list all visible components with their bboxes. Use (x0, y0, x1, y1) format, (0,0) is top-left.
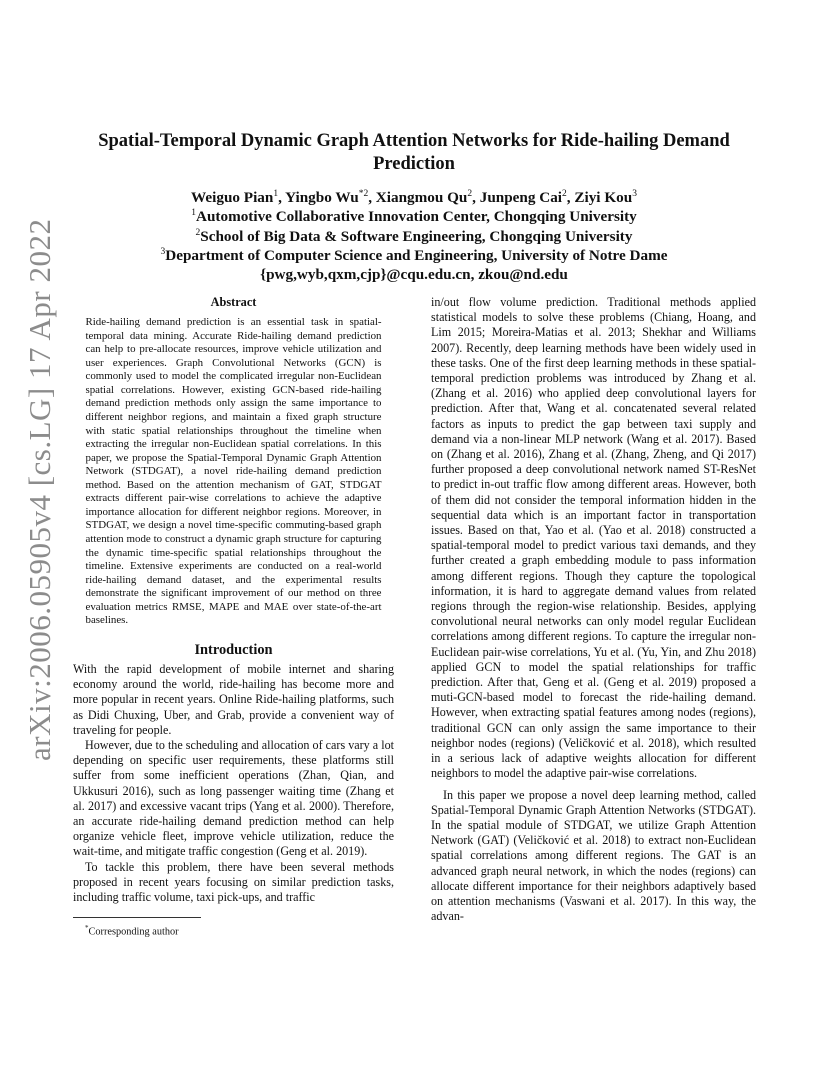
author-list: Weiguo Pian$^1$, Yingbo Wu$^{*2}$, Xiangmou Qu$^2$, Junpeng Cai$^2$, Ziyi Kou$^3$ (191, 189, 637, 206)
body-paragraph: in/out flow volume prediction. Traditional methods applied statistical models to solve these problems (Chiang, Hoang, and Lim 2015; Moreira-Matias et al. 2013; Shekhar and Williams 2007). Recently, deep learning methods have been widely used in these tasks. One of the first deep learning methods in these spatial-temporal prediction problems was introduced by Zhang et al. (Zhang et al. 2016) who applied deep convolutional layers for prediction. After that, Wang et al. concatenated several related factors as inputs to predict the gap between taxi supply and demand via a non-linear MLP network (Wang et al. 2017). Based on (Zhang et al. 2016), Zhang et al. (Zhang, Zheng, and Qi 2017) further proposed a deep convolutional network named ST-ResNet to predict in-out traffic flow among different areas. However, both of them did not consider the temporal information hidden in the sequential data which is an important factor in transportation issues. Based on that, Yao et al. (Yao et al. 2018) constructed a spatial-temporal model to predict various taxi demands, and they further created a graph embedding module to pass information among different regions. Though they capture the topological information, it is hard to aggregate demand values from related regions through the region-wise relationship. Besides, applying convolutional neural networks can only model regular Euclidean correlations among different regions. To capture the irregular non-Euclidean pair-wise correlations, Yu et al. (Yu, Yin, and Zhu 2018) applied GCN to model the spatial relationships for traffic prediction. After that, Geng et al. (Geng et al. 2019) proposed a muti-GCN-based model to forecast the ride-hailing demand. However, when extracting spatial features among nodes (regions), traditional GCN can only assign the same importance to their neighbor nodes (regions) (Veličković et al. 2018), which resulted in a serious lack of adaptive weights allocation for different neighbors to model the adaptive pair-wise correlations. (431, 295, 756, 781)
body-paragraph: To tackle this problem, there have been several methods proposed in recent years focusing on similar prediction tasks, including traffic volume, taxi pick-ups, and traffic (73, 859, 394, 905)
paper-title: Spatial-Temporal Dynamic Graph Attention Networks for Ride-hailing Demand Prediction (98, 131, 730, 174)
arxiv-identifier-stamp: arXiv:2006.05905v4 [cs.LG] 17 Apr 2022 (22, 218, 57, 762)
abstract-heading: Abstract (210, 295, 257, 309)
affiliation-mark: 1 (273, 189, 279, 199)
body-paragraph: In this paper we propose a novel deep learning method, called Spatial-Temporal Dynamic Graph Attention Networks (STDGAT). In the spatial module of STDGAT, we utilize Graph Attention Network (GAT) (Veličković et al. 2018) to extract non-Euclidean spatial correlations among different regions. The GAT is an advanced graph neural network, in which the nodes (regions) can allocate different importance for their neighbors adaptively based on attention mechanisms (Vaswani et al. 2017). In this way, the advan- (431, 787, 756, 924)
author-name: Ziyi Kou (574, 189, 633, 206)
affiliation-mark: 2 (562, 189, 567, 199)
abstract-text: Ride-hailing demand prediction is an essential task in spatial-temporal data mining. Accurate Ride-hailing demand prediction can help to pre-allocate resources, improve vehicle utilization and user experiences. Graph Convolutional Networks (GCN) is commonly used to model the complicated irregular non-Euclidean spatial correlations. However, existing GCN-based ride-hailing demand prediction methods only assign the same importance to different neighbor regions, and maintain a fixed graph structure with static spatial relationships throughout the timeline when extracting the irregular non-Euclidean spatial correlations. In this paper, we propose the Spatial-Temporal Dynamic Graph Attention Network (STDGAT), a novel ride-hailing demand prediction method. Based on the attention mechanism of GAT, STDGAT extracts different pair-wise correlations to achieve the adaptive importance allocation for different neighbor regions. Moreover, in STDGAT, we design a novel time-specific commuting-based graph attention mode to construct a dynamic graph structure for capturing the dynamic time-specific spatial relationships throughout the timeline. Extensive experiments are conducted on a real-world ride-hailing demand dataset, and the experimental results demonstrate the significant improvement of our method on three evaluation metrics RMSE, MAPE and MAE over state-of-the-art baselines. (85, 316, 382, 627)
right-column (431, 295, 756, 924)
affiliation-mark: *2 (358, 189, 369, 199)
affiliation-mark: 2 (467, 189, 473, 199)
author-name: Xiangmou Qu (375, 189, 468, 206)
affiliation-mark: 3 (632, 189, 637, 199)
footnote-divider (73, 917, 201, 918)
author-name: Weiguo Pian (191, 189, 274, 206)
affiliation-line: $^3$Department of Computer Science and Engineering, University of Notre Dame (160, 246, 668, 264)
introduction-heading: Introduction (194, 641, 273, 658)
footnote: *Corresponding author (85, 924, 179, 938)
author-emails: {pwg,wyb,qxm,cjp}@cqu.edu.cn, zkou@nd.edu (260, 266, 568, 284)
author-block (72, 188, 756, 284)
body-paragraph: With the rapid development of mobile internet and sharing economy around the world, ride-hailing has become more and more popular in recent years. Online Ride-hailing platforms, such as Didi Chuxing, Uber, and Grab, provide a convenient way of traveling for people. (73, 661, 394, 737)
affiliation-line: $^1$Automotive Collaborative Innovation Center, Chongqing University (191, 208, 637, 226)
author-name: Yingbo Wu (285, 189, 359, 206)
affiliation-line: $^2$School of Big Data & Software Engineering, Chongqing University (195, 227, 633, 245)
author-name: Junpeng Cai (479, 189, 563, 206)
left-column (73, 295, 394, 940)
body-paragraph: However, due to the scheduling and allocation of cars vary a lot depending on specific user requirements, these platforms still suffer from some inefficient operations (Zhan, Qian, and Ukkusuri 2016), such as long passenger waiting time (Zhang et al. 2017) and excessive vacant trips (Yang et al. 2000). Therefore, an accurate ride-hailing demand prediction method can help organize vehicle fleet, improve vehicle utilization, reduce the wait-time, and mitigate traffic congestion (Geng et al. 2019). (73, 738, 394, 859)
